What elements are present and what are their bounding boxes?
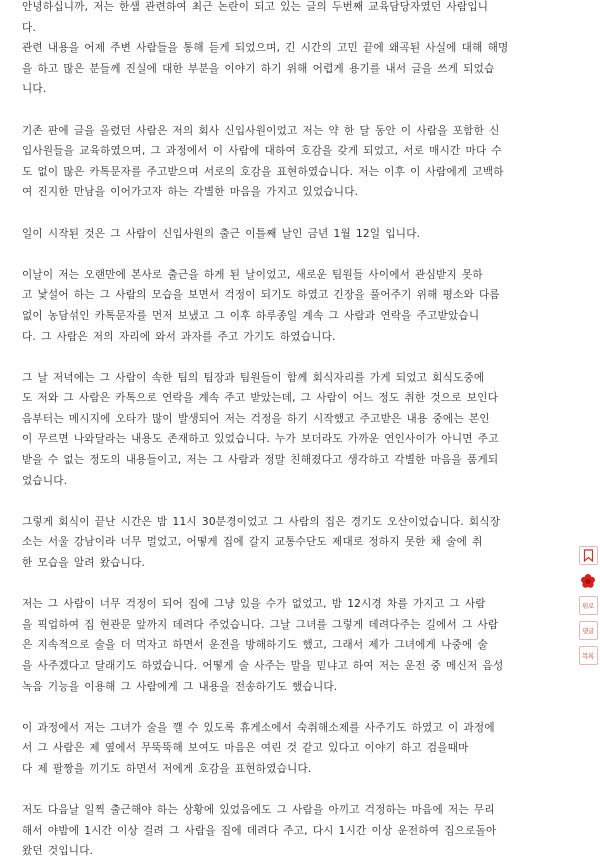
text-line: 기존 판에 글을 올렸던 사람은 저의 회사 신입사원이었고 저는 약 한 달 동안 이 사람을 포함한 신 [22, 124, 500, 137]
text-line: 을 픽업하여 집 현관문 앞까지 데려다 주었습니다. 그날 그녀를 그렇게 데려다주는 길에서 그 사람 [22, 618, 499, 631]
text-line: 해서 야밤에 1시간 이상 걸려 그 사람을 집에 데려다 주고, 다시 1시간 이상 운전하여 집으로돌아 [22, 824, 497, 837]
list-label: 목록 [582, 652, 594, 660]
text-line: 도 없이 많은 카톡문자를 주고받으며 서로의 호감을 표현하였습니다. 저는 이후 이 사람에게 고백하 [22, 165, 504, 178]
paragraph [22, 0, 578, 121]
floating-toolbar [578, 546, 598, 671]
red-flower-icon [580, 573, 596, 589]
article-body [22, 0, 578, 862]
paragraph [22, 121, 578, 224]
text-line: 다 제 팔짱을 끼기도 하면서 저에게 호감을 표현하였습니다. [22, 762, 312, 775]
text-line: 은 지속적으로 술을 더 먹자고 하면서 운전을 방해하기도 했고, 그래서 제가 그녀에게 나중에 술 [22, 639, 488, 652]
bookmark-icon [583, 549, 594, 562]
text-line: 니다. [22, 83, 47, 96]
text-line: 다. [22, 21, 37, 34]
scroll-top-button[interactable] [579, 596, 598, 615]
text-line: 저는 그 사람이 너무 걱정이 되어 집에 그냥 있을 수가 없었고, 밤 12시경 차를 가지고 그 사람 [22, 598, 486, 611]
bookmark-button[interactable] [579, 546, 598, 565]
text-line: 안녕하십니까, 저는 한샘 관련하여 최근 논란이 되고 있는 글의 두번째 교육담당자였던 사람입니 [22, 1, 489, 13]
text-line: 다. 그 사람은 저의 자리에 와서 과자를 주고 가기도 하였습니다. [22, 330, 336, 343]
text-line: 한 모습을 알려 왔습니다. [22, 557, 146, 570]
text-line: 고 낯설어 하는 그 사람의 모습을 보면서 걱정이 되기도 하였고 긴장을 풀어주기 위해 평소와 다름 [22, 289, 500, 302]
recommend-button[interactable] [579, 571, 598, 590]
text-line: 이 무르면 나와달라는 내용도 존재하고 있었습니다. 누가 보더라도 가까운 연인사이가 아니면 주고 [22, 433, 499, 446]
text-line: 서 그 사람은 제 옆에서 무뚝뚝해 보여도 마음은 여린 것 같고 있다고 이야기 하고 검을때마 [22, 742, 469, 755]
text-line: 녹음 기능을 이용해 그 사람에게 그 내용을 전송하기도 했습니다. [22, 680, 338, 693]
text-line: 일이 시작된 것은 그 사람이 신입사원의 출근 이틀째 날인 금년 1월 12일 입니다. [22, 227, 421, 240]
text-line: 음부터는 메시지에 오타가 많이 발생되어 저는 걱정을 하기 시작했고 주고받은 내용 중에는 본인 [22, 412, 490, 425]
text-line: 을 사주겠다고 달래기도 하였습니다. 어떻게 술 사주는 말을 믿냐고 하여 저는 운전 중 메신저 음성 [22, 660, 504, 672]
comment-button[interactable] [579, 621, 598, 640]
list-button[interactable] [579, 646, 598, 665]
paragraph [22, 368, 578, 512]
text-line: 입사원들을 교육하였으며, 그 과정에서 이 사람에 대하여 호감을 갖게 되었고, 서로 매시간 마다 수 [22, 145, 502, 158]
text-line: 저도 다음날 일찍 출근해야 하는 상황에 있었음에도 그 사람을 아끼고 걱정하는 마음에 저는 무리 [22, 804, 495, 817]
paragraph [22, 718, 578, 800]
paragraph [22, 800, 578, 862]
paragraph [22, 594, 578, 718]
paragraph [22, 224, 578, 265]
paragraph [22, 512, 578, 594]
paragraph [22, 265, 578, 368]
scroll-top-label: 위로 [582, 602, 594, 610]
text-line: 관련 내용을 어제 주변 사람들을 통해 듣게 되었으며, 긴 시간의 고민 끝에 왜곡된 사실에 대해 해명 [22, 42, 509, 55]
text-line: 이 과정에서 저는 그녀가 술을 깰 수 있도록 휴게소에서 숙취해소제를 사주기도 하였고 이 과정에 [22, 721, 495, 734]
text-line: 도 저와 그 사람은 카톡으로 연락을 계속 주고 받았는데, 그 사람이 어느 정도 취한 것으로 보인다 [22, 392, 499, 405]
text-line: 을 하고 많은 분들께 진실에 대한 부분을 이야기 하기 위해 어렵게 용기를 내서 글을 쓰게 되었습 [22, 62, 495, 75]
text-line: 었습니다. [22, 474, 68, 487]
text-line: 그렇게 회식이 끝난 시간은 밤 11시 30분경이었고 그 사람의 집은 경기도 오산이었습니다. 회식장 [22, 515, 501, 528]
text-line: 그 날 저녁에는 그 사람이 속한 팀의 팀장과 팀원들이 함께 회식자리를 가게 되었고 회식도중에 [22, 371, 485, 384]
text-line: 여 진지한 만남을 이어가고자 하는 각별한 마음을 가지고 있었습니다. [22, 186, 359, 199]
text-line: 없이 농담섞인 카톡문자를 먼저 보냈고 그 이후 하루종일 계속 그 사람과 연락을 주고받았습니 [22, 309, 480, 322]
text-line: 받을 수 없는 정도의 내용들이고, 저는 그 사람과 정말 친해졌다고 생각하고 각별한 마음을 품게되 [22, 454, 499, 467]
text-line: 이날이 저는 오랜만에 본사로 출근을 하게 된 날이었고, 새로운 팀원들 사이에서 관심받지 못하 [22, 268, 483, 281]
text-line: 소는 서울 강남이라 너무 멀었고, 어떻게 집에 갈지 교통수단도 제대로 정하지 못한 채 술에 취 [22, 536, 483, 549]
text-line: 왔던 것입니다. [22, 845, 94, 858]
comment-label: 댓글 [582, 627, 594, 635]
